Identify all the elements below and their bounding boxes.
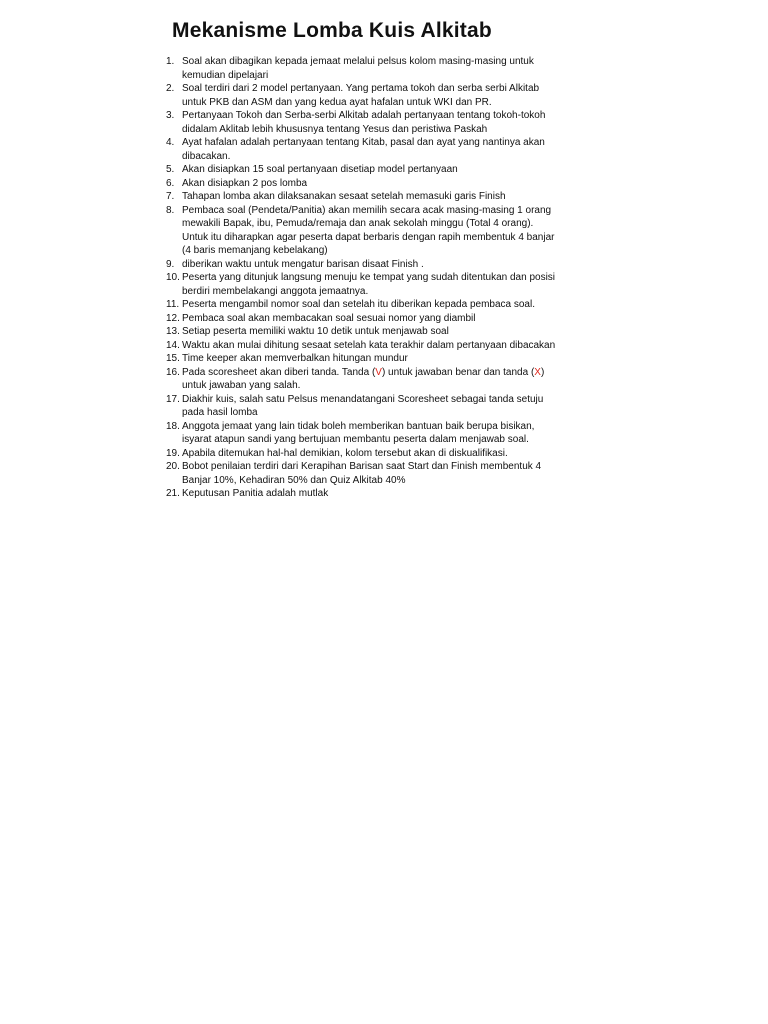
rule-item-9: [166, 258, 606, 272]
rule-line: Pembaca soal (Pendeta/Panitia) akan memilih secara acak masing-masing 1 orang: [182, 204, 552, 216]
rule-text: [182, 460, 606, 487]
rule-item-1: [166, 55, 606, 82]
rule-line: Banjar 10%, Kehadiran 50% dan Quiz Alkitab 40%: [182, 474, 406, 486]
rule-number: 12.: [166, 312, 180, 324]
rule-line: Time keeper akan memverbalkan hitungan mundur: [182, 353, 408, 364]
rule-line: Diakhir kuis, salah satu Pelsus menandatangani Scoresheet sebagai tanda setuju: [182, 393, 544, 405]
rule-text: [182, 190, 606, 204]
rule-number: 3.: [166, 110, 175, 121]
rule-line: dibacakan.: [182, 150, 231, 162]
rule-number: 19.: [166, 447, 180, 459]
rule-text-segment: Pada scoresheet akan diberi tanda. Tanda (: [182, 366, 376, 378]
rule-text: [182, 298, 606, 312]
rule-text: [182, 55, 606, 82]
rule-item-18: [166, 420, 606, 447]
rule-item-6: [166, 177, 606, 191]
rule-line: Peserta yang ditunjuk langsung menuju ke tempat yang sudah ditentukan dan posisi: [182, 272, 556, 283]
rule-item-20: [166, 460, 606, 487]
rules-list: [166, 55, 606, 501]
correct-mark-symbol: V: [375, 366, 382, 378]
rule-item-14: [166, 339, 606, 353]
rule-text-segment: ) untuk jawaban benar dan tanda (: [381, 366, 535, 378]
rule-item-16: [166, 366, 606, 393]
rule-item-21: [166, 487, 606, 501]
rule-item-7: [166, 190, 606, 204]
rule-number: 13.: [166, 326, 180, 337]
rule-line: Keputusan Panitia adalah mutlak: [182, 488, 329, 499]
rule-line: Peserta mengambil nomor soal dan setelah itu diberikan kepada pembaca soal.: [182, 299, 535, 310]
rule-line: Ayat hafalan adalah pertanyaan tentang Kitab, pasal dan ayat yang nantinya akan: [182, 137, 545, 148]
rule-line: Bobot penilaian terdiri dari Kerapihan Barisan saat Start dan Finish membentuk 4: [182, 461, 542, 472]
rule-number: 5.: [166, 164, 175, 175]
rule-text: [182, 420, 606, 447]
wrong-mark-symbol: X: [534, 366, 541, 378]
rule-number: 15.: [166, 353, 180, 364]
rule-number: 21.: [166, 488, 180, 499]
rule-line: Anggota jemaat yang lain tidak boleh memberikan bantuan baik berupa bisikan,: [182, 420, 535, 432]
rule-line: diberikan waktu untuk mengatur barisan disaat Finish .: [182, 258, 424, 270]
rule-text: [182, 447, 606, 461]
rule-item-12: [166, 312, 606, 326]
rule-text-segment: ): [540, 366, 545, 378]
rule-text: [182, 258, 606, 272]
rule-number: 4.: [166, 137, 175, 148]
rule-number: 1.: [166, 56, 175, 67]
rule-text: [182, 366, 606, 393]
document-title: Mekanisme Lomba Kuis Alkitab: [172, 19, 492, 42]
rule-line: didalam Aklitab lebih khususnya tentang Yesus dan peristiwa Paskah: [182, 123, 488, 135]
rule-text: [182, 177, 606, 191]
rule-number: 11.: [166, 299, 180, 310]
rule-item-13: [166, 325, 606, 339]
rule-number: 10.: [166, 272, 180, 283]
rule-item-11: [166, 298, 606, 312]
rule-line: Waktu akan mulai dihitung sesaat setelah kata terakhir dalam pertanyaan dibacakan: [182, 339, 556, 351]
rule-text: [182, 136, 606, 163]
rule-item-15: [166, 352, 606, 366]
rule-line: Tahapan lomba akan dilaksanakan sesaat setelah memasuki garis Finish: [182, 191, 506, 202]
rule-text: [182, 487, 606, 501]
rule-number: 2.: [166, 83, 175, 94]
rule-line: Soal akan dibagikan kepada jemaat melalui pelsus kolom masing-masing untuk: [182, 56, 534, 67]
rule-number: 16.: [166, 366, 180, 378]
rule-line: berdiri membelakangi anggota jemaatnya.: [182, 285, 369, 297]
rule-number: 9.: [166, 258, 175, 270]
rule-item-5: [166, 163, 606, 177]
rule-item-3: [166, 109, 606, 136]
rule-number: 14.: [166, 339, 180, 351]
rule-line: untuk jawaban yang salah.: [182, 380, 301, 391]
rule-text: [182, 352, 606, 366]
rule-line: Pertanyaan Tokoh dan Serba-serbi Alkitab adalah pertanyaan tentang tokoh-tokoh: [182, 110, 546, 121]
rule-number: 17.: [166, 393, 180, 405]
rule-item-19: [166, 447, 606, 461]
rule-item-2: [166, 82, 606, 109]
rule-item-4: [166, 136, 606, 163]
rule-line: Apabila ditemukan hal-hal demikian, kolom tersebut akan di diskualifikasi.: [182, 447, 508, 459]
rule-text: [182, 82, 606, 109]
rule-number: 7.: [166, 191, 175, 202]
rule-item-17: [166, 393, 606, 420]
rule-item-10: [166, 271, 606, 298]
rule-text: [182, 163, 606, 177]
rule-line: Akan disiapkan 15 soal pertanyaan disetiap model pertanyaan: [182, 164, 458, 175]
rule-text: [182, 109, 606, 136]
rule-line: [182, 366, 606, 380]
rule-text: [182, 271, 606, 298]
rule-line: Soal terdiri dari 2 model pertanyaan. Yang pertama tokoh dan serba serbi Alkitab: [182, 83, 540, 94]
rule-line: Untuk itu diharapkan agar peserta dapat berbaris dengan rapih membentuk 4 banjar: [182, 231, 555, 243]
rule-line: untuk PKB dan ASM dan yang kedua ayat hafalan untuk WKI dan PR.: [182, 96, 492, 108]
rule-text: [182, 204, 606, 258]
rule-number: 8.: [166, 204, 175, 216]
rule-text: [182, 325, 606, 339]
rule-line: kemudian dipelajari: [182, 69, 269, 81]
rule-line: mewakili Bapak, ibu, Pemuda/remaja dan anak sekolah minggu (Total 4 orang).: [182, 218, 534, 229]
rule-line: isyarat atapun sandi yang bertujuan membantu peserta dalam menjawab soal.: [182, 434, 529, 445]
rule-line: Setiap peserta memiliki waktu 10 detik untuk menjawab soal: [182, 326, 449, 337]
rule-line: Akan disiapkan 2 pos lomba: [182, 177, 308, 189]
rule-number: 20.: [166, 461, 180, 472]
rule-text: [182, 339, 606, 353]
rule-text: [182, 393, 606, 420]
rule-text: [182, 312, 606, 326]
rule-line: Pembaca soal akan membacakan soal sesuai nomor yang diambil: [182, 312, 476, 324]
rule-item-8: [166, 204, 606, 258]
rule-line: (4 baris memanjang kebelakang): [182, 245, 328, 256]
rule-line: pada hasil lomba: [182, 407, 258, 418]
rule-number: 18.: [166, 420, 180, 432]
rule-number: 6.: [166, 177, 175, 189]
